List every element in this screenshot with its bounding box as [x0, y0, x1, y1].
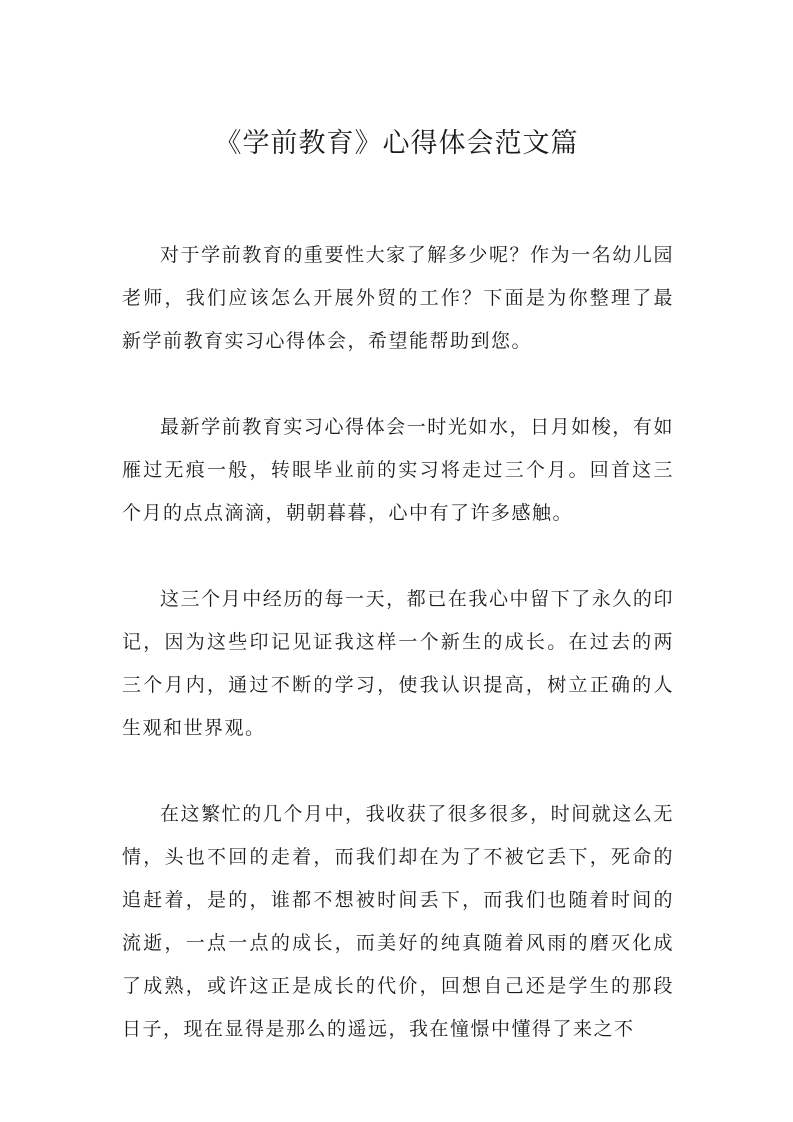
paragraph-4: 在这繁忙的几个月中，我收获了很多很多，时间就这么无情，头也不回的走着，而我们却在为了不被它丢下，死命的追赶着，是的，谁都不想被时间丢下，而我们也随着时间的流逝，一点一点的成长，而美好的纯真随着风雨的磨灭化成了成熟，或许这正是成长的代价，回想自己还是学生的那段日子，现在显得是那么的遥远，我在憧憬中懂得了来之不	[122, 803, 674, 1040]
paragraph-2: 最新学前教育实习心得体会一时光如水，日月如梭，有如雁过无痕一般，转眼毕业前的实习将走过三个月。回首这三个月的点点滴滴，朝朝暮暮，心中有了许多感触。	[122, 416, 674, 524]
document-body	[122, 234, 674, 1094]
document-title: 《学前教育》心得体会范文篇	[214, 128, 579, 159]
paragraph-3: 这三个月中经历的每一天，都已在我心中留下了永久的印记，因为这些印记见证我这样一个新生的成长。在过去的两三个月内，通过不断的学习，使我认识提高，树立正确的人生观和世界观。	[122, 588, 674, 739]
paragraph-1: 对于学前教育的重要性大家了解多少呢？作为一名幼儿园老师，我们应该怎么开展外贸的工作？下面是为你整理了最新学前教育实习心得体会，希望能帮助到您。	[122, 244, 674, 352]
